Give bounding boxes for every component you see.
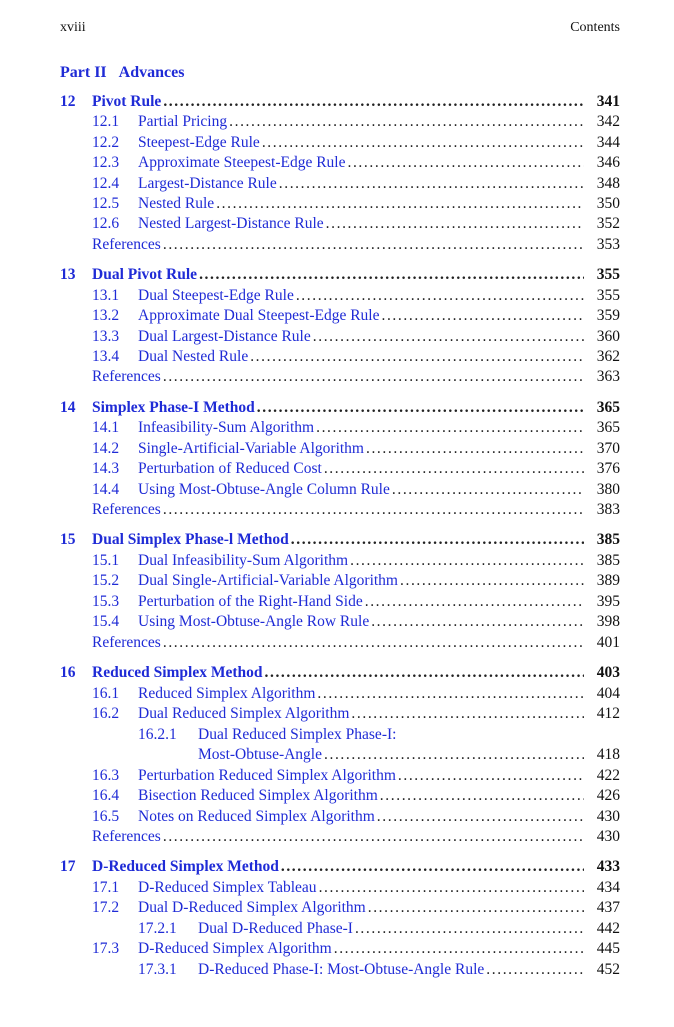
entry-label <box>138 347 584 367</box>
section-entry[interactable] <box>0 439 674 459</box>
entry-label <box>138 786 584 806</box>
section-number: 13.4 <box>92 348 120 365</box>
section-entry[interactable] <box>0 194 674 214</box>
dot-leader <box>371 612 584 632</box>
section-entry[interactable] <box>0 704 674 724</box>
entry-title: Pivot Rule <box>92 93 162 110</box>
section-entry[interactable] <box>0 684 674 704</box>
dot-leader <box>377 807 584 827</box>
page-number: 383 <box>596 501 620 518</box>
dot-leader <box>380 786 584 806</box>
entry-title: Nested Rule <box>138 195 215 212</box>
dot-leader <box>317 684 584 704</box>
dot-leader <box>163 235 584 255</box>
dot-leader <box>355 919 584 939</box>
entry-label <box>92 367 584 387</box>
chapter-entry[interactable] <box>0 857 674 877</box>
page-number: 403 <box>596 664 620 681</box>
section-entry[interactable] <box>0 960 674 980</box>
section-number: 13.1 <box>92 287 120 304</box>
dot-leader <box>291 530 584 550</box>
entry-title: Dual Largest-Distance Rule <box>138 328 311 345</box>
section-number: 16.5 <box>92 808 120 825</box>
entry-label <box>92 857 584 877</box>
section-number: 12.6 <box>92 215 120 232</box>
entry-label <box>138 878 584 898</box>
section-number: 12.2 <box>92 134 120 151</box>
section-entry[interactable] <box>0 919 674 939</box>
page-number: 350 <box>596 195 620 212</box>
page-number: 452 <box>596 961 620 978</box>
section-entry[interactable] <box>0 807 674 827</box>
entry-label <box>138 327 584 347</box>
dot-leader <box>257 398 584 418</box>
part-label: Part II <box>60 64 107 81</box>
page-number: 359 <box>596 307 620 324</box>
entry-label <box>92 827 584 847</box>
toc-entry-line1[interactable] <box>0 725 674 745</box>
page-number: 341 <box>596 93 620 110</box>
entry-title: Dual Reduced Simplex Algorithm <box>138 705 350 722</box>
section-entry[interactable] <box>0 112 674 132</box>
section-number: 14.4 <box>92 481 120 498</box>
entry-title: References <box>92 828 161 845</box>
entry-label <box>92 663 584 683</box>
page-number: 344 <box>596 134 620 151</box>
entry-label <box>198 919 584 939</box>
entry-title: Reduced Simplex Algorithm <box>138 685 316 702</box>
section-entry[interactable] <box>0 153 674 173</box>
entry-title: D-Reduced Simplex Tableau <box>138 879 317 896</box>
entry-title: Perturbation of the Right-Hand Side <box>138 593 363 610</box>
dot-leader <box>368 898 584 918</box>
entry-label <box>92 500 584 520</box>
chapter-entry[interactable] <box>0 398 674 418</box>
section-number: 12.1 <box>92 113 120 130</box>
section-entry[interactable] <box>0 939 674 959</box>
section-number: 16.2.1 <box>138 726 177 743</box>
entry-title: Nested Largest-Distance Rule <box>138 215 324 232</box>
page-number: 395 <box>596 593 620 610</box>
dot-leader <box>265 663 585 683</box>
dot-leader <box>199 265 584 285</box>
dot-leader <box>163 827 584 847</box>
section-number: 17.2.1 <box>138 920 177 937</box>
section-number: 16.1 <box>92 685 120 702</box>
dot-leader <box>319 878 584 898</box>
dot-leader <box>366 439 584 459</box>
page-number: 362 <box>596 348 620 365</box>
section-number: 12.3 <box>92 154 120 171</box>
dot-leader <box>216 194 584 214</box>
references-entry[interactable] <box>0 235 674 255</box>
entry-label <box>138 592 584 612</box>
chapter-entry[interactable] <box>0 265 674 285</box>
entry-label <box>138 766 584 786</box>
dot-leader <box>229 112 584 132</box>
part-name: Advances <box>118 64 185 81</box>
entry-label <box>138 214 584 234</box>
entry-title: Perturbation Reduced Simplex Algorithm <box>138 767 396 784</box>
entry-label <box>138 286 584 306</box>
dot-leader <box>250 347 584 367</box>
entry-title: Largest-Distance Rule <box>138 175 277 192</box>
section-entry[interactable] <box>0 459 674 479</box>
entry-title: D-Reduced Simplex Method <box>92 858 279 875</box>
section-entry[interactable] <box>0 418 674 438</box>
page-number: 355 <box>596 266 620 283</box>
section-number: 16.3 <box>92 767 120 784</box>
page-number: 426 <box>596 787 620 804</box>
entry-title: Approximate Steepest-Edge Rule <box>138 154 346 171</box>
dot-leader <box>163 500 584 520</box>
references-entry[interactable] <box>0 633 674 653</box>
entry-title: Dual D-Reduced Phase-I <box>198 920 353 937</box>
dot-leader <box>365 592 584 612</box>
section-number: 16.2 <box>92 705 120 722</box>
entry-title: Partial Pricing <box>138 113 228 130</box>
page-number: 437 <box>596 899 620 916</box>
section-number: 15.1 <box>92 552 120 569</box>
chapter-number: 15 <box>60 531 76 548</box>
entry-label <box>92 530 584 550</box>
dot-leader <box>392 480 584 500</box>
dot-leader <box>398 766 584 786</box>
page-number: 412 <box>596 705 620 722</box>
page-number: 355 <box>596 287 620 304</box>
dot-leader <box>326 214 584 234</box>
entry-label <box>138 807 584 827</box>
chapter-number: 13 <box>60 266 76 283</box>
page-number: 380 <box>596 481 620 498</box>
section-number: 16.4 <box>92 787 120 804</box>
page-number: 348 <box>596 175 620 192</box>
dot-leader <box>400 571 584 591</box>
section-entry[interactable] <box>0 878 674 898</box>
dot-leader <box>313 327 584 347</box>
dot-leader <box>350 551 584 571</box>
entry-title: Dual Simplex Phase-l Method <box>92 531 289 548</box>
entry-label <box>92 398 584 418</box>
entry-title: Approximate Dual Steepest-Edge Rule <box>138 307 380 324</box>
page-number: 346 <box>596 154 620 171</box>
entry-label <box>138 174 584 194</box>
dot-leader <box>351 704 584 724</box>
section-entry[interactable] <box>0 766 674 786</box>
entry-title: References <box>92 368 161 385</box>
page-number: 430 <box>596 828 620 845</box>
section-number: 17.3.1 <box>138 961 177 978</box>
entry-title: Perturbation of Reduced Cost <box>138 460 322 477</box>
entry-label <box>138 939 584 959</box>
toc-entry-line2[interactable] <box>0 745 674 765</box>
entry-title: Dual Single-Artificial-Variable Algorithm <box>138 572 398 589</box>
entry-label <box>138 480 584 500</box>
dot-leader <box>324 459 584 479</box>
chapter-number: 14 <box>60 399 76 416</box>
entry-title: References <box>92 236 161 253</box>
entry-label <box>198 745 584 765</box>
page-number: 430 <box>596 808 620 825</box>
dot-leader <box>316 418 584 438</box>
section-entry[interactable] <box>0 612 674 632</box>
dot-leader <box>262 133 584 153</box>
entry-label <box>138 898 584 918</box>
entry-title: Bisection Reduced Simplex Algorithm <box>138 787 378 804</box>
entry-title: Steepest-Edge Rule <box>138 134 260 151</box>
dot-leader <box>281 857 584 877</box>
page-number: 418 <box>596 746 620 763</box>
dot-leader <box>347 153 584 173</box>
entry-label <box>138 551 584 571</box>
page-number: 365 <box>596 399 620 416</box>
entry-title: Infeasibility-Sum Algorithm <box>138 419 315 436</box>
entry-label <box>92 633 584 653</box>
page-number: 385 <box>596 531 620 548</box>
entry-label <box>138 153 584 173</box>
chapter-entry[interactable] <box>0 92 674 112</box>
entry-label <box>138 704 584 724</box>
page-number: 385 <box>596 552 620 569</box>
section-number: 12.5 <box>92 195 120 212</box>
entry-label <box>92 265 584 285</box>
dot-leader <box>163 367 584 387</box>
chapter-number: 17 <box>60 858 76 875</box>
page-number: 342 <box>596 113 620 130</box>
references-entry[interactable] <box>0 500 674 520</box>
section-number: 15.3 <box>92 593 120 610</box>
page-number: 422 <box>596 767 620 784</box>
references-entry[interactable] <box>0 827 674 847</box>
section-entry[interactable] <box>0 480 674 500</box>
section-entry[interactable] <box>0 551 674 571</box>
section-entry[interactable] <box>0 174 674 194</box>
dot-leader <box>381 306 584 326</box>
section-number: 17.1 <box>92 879 120 896</box>
entry-label <box>138 194 584 214</box>
entry-title-cont: Most-Obtuse-Angle <box>198 746 322 763</box>
chapter-number: 12 <box>60 93 76 110</box>
entry-label <box>198 960 584 980</box>
page-number: 389 <box>596 572 620 589</box>
chapter-number: 16 <box>60 664 76 681</box>
section-number: 14.1 <box>92 419 120 436</box>
section-entry[interactable] <box>0 786 674 806</box>
entry-title: Notes on Reduced Simplex Algorithm <box>138 808 375 825</box>
dot-leader <box>324 745 584 765</box>
section-entry[interactable] <box>0 327 674 347</box>
entry-label <box>138 684 584 704</box>
section-entry[interactable] <box>0 214 674 234</box>
section-number: 15.2 <box>92 572 120 589</box>
dot-leader <box>334 939 584 959</box>
dot-leader <box>486 960 584 980</box>
chapter-entry[interactable] <box>0 663 674 683</box>
entry-title: D-Reduced Simplex Algorithm <box>138 940 332 957</box>
dot-leader <box>296 286 584 306</box>
entry-title: Single-Artificial-Variable Algorithm <box>138 440 364 457</box>
entry-title: Dual Infeasibility-Sum Algorithm <box>138 552 349 569</box>
page-number: 398 <box>596 613 620 630</box>
section-number: 13.3 <box>92 328 120 345</box>
entry-title: Dual Steepest-Edge Rule <box>138 287 294 304</box>
section-entry[interactable] <box>0 347 674 367</box>
page-number: 433 <box>596 858 620 875</box>
page-number: 360 <box>596 328 620 345</box>
page-number: 365 <box>596 419 620 436</box>
entry-label <box>138 418 584 438</box>
entry-label <box>138 459 584 479</box>
dot-leader <box>163 92 584 112</box>
section-entry[interactable] <box>0 898 674 918</box>
entry-title: Reduced Simplex Method <box>92 664 263 681</box>
page-number: 376 <box>596 460 620 477</box>
references-entry[interactable] <box>0 367 674 387</box>
dot-leader <box>279 174 584 194</box>
page-number: 353 <box>596 236 620 253</box>
dot-leader <box>163 633 584 653</box>
section-entry[interactable] <box>0 306 674 326</box>
section-number: 12.4 <box>92 175 120 192</box>
entry-label <box>138 112 584 132</box>
entry-label <box>92 92 584 112</box>
entry-title: D-Reduced Phase-I: Most-Obtuse-Angle Rule <box>198 961 485 978</box>
entry-label <box>138 133 584 153</box>
entry-title: Dual Nested Rule <box>138 348 249 365</box>
chapter-entry[interactable] <box>0 530 674 550</box>
section-number: 17.3 <box>92 940 120 957</box>
entry-title: Dual D-Reduced Simplex Algorithm <box>138 899 366 916</box>
section-number: 14.3 <box>92 460 120 477</box>
page-number: 434 <box>596 879 620 896</box>
section-number: 13.2 <box>92 307 120 324</box>
entry-label <box>138 306 584 326</box>
entry-label <box>138 612 584 632</box>
section-number: 14.2 <box>92 440 120 457</box>
entry-title: Dual Pivot Rule <box>92 266 198 283</box>
entry-title: References <box>92 501 161 518</box>
entry-title: References <box>92 634 161 651</box>
page-number: 401 <box>596 634 620 651</box>
entry-title: Using Most-Obtuse-Angle Row Rule <box>138 613 370 630</box>
running-title: Contents <box>570 20 620 35</box>
entry-label <box>92 235 584 255</box>
part-heading <box>60 64 184 82</box>
entry-title: Using Most-Obtuse-Angle Column Rule <box>138 481 390 498</box>
entry-title: Dual Reduced Simplex Phase-I: <box>198 726 397 743</box>
section-entry[interactable] <box>0 133 674 153</box>
entry-label <box>138 571 584 591</box>
entry-label <box>138 439 584 459</box>
page-number: 445 <box>596 940 620 957</box>
page-number: 404 <box>596 685 620 702</box>
page-number: 363 <box>596 368 620 385</box>
page-number-roman: xviii <box>60 20 86 35</box>
page-number: 370 <box>596 440 620 457</box>
entry-title: Simplex Phase-I Method <box>92 399 255 416</box>
section-entry[interactable] <box>0 571 674 591</box>
page-number: 352 <box>596 215 620 232</box>
section-number: 17.2 <box>92 899 120 916</box>
page-number: 442 <box>596 920 620 937</box>
section-entry[interactable] <box>0 592 674 612</box>
section-entry[interactable] <box>0 286 674 306</box>
section-number: 15.4 <box>92 613 120 630</box>
